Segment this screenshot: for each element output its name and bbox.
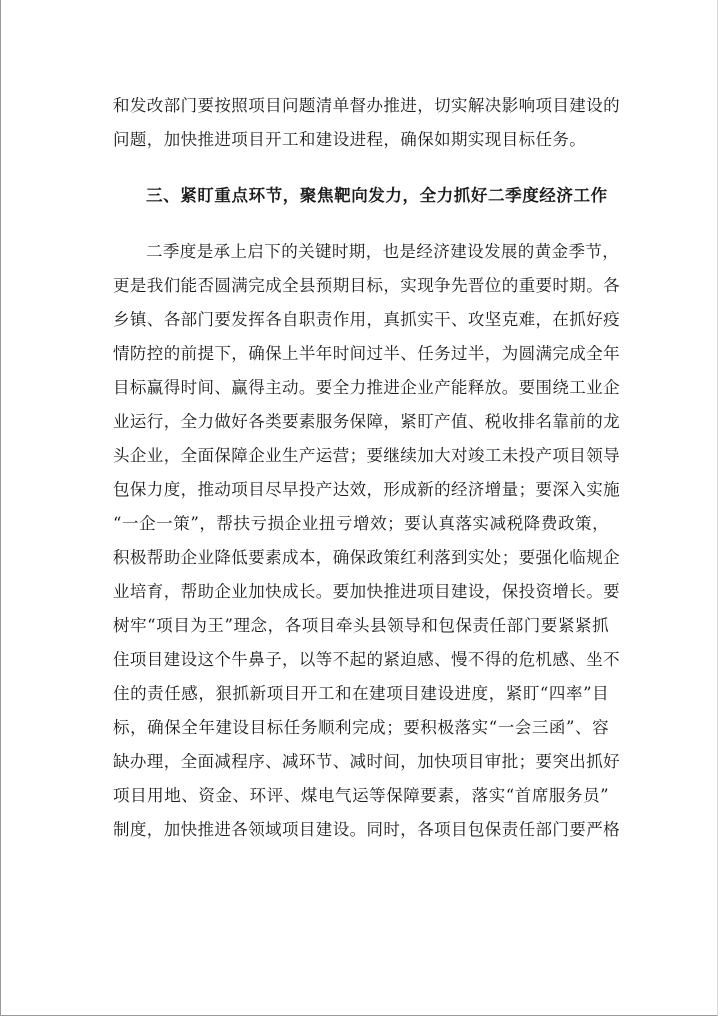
paragraph-line: 住的责任感，狠抓新项目开工和在建项目建设进度，紧盯“四率”目 (113, 684, 609, 703)
paragraph-line: 乡镇、各部门要发挥各自职责作用，真抓实干、攻坚克难，在抓好疫 (113, 310, 620, 329)
paragraph-line: 标，确保全年建设目标任务顺利完成；要积极落实“一会三函”、容 (113, 718, 609, 737)
paragraph-line: 制度，加快推进各领域项目建设。同时，各项目包保责任部门要严格 (113, 820, 620, 839)
paragraph-line: 情防控的前提下，确保上半年时间过半、任务过半，为圆满完成全年 (113, 344, 620, 363)
paragraph-line: “一企一策”，帮扶亏损企业扭亏增效；要认真落实减税降费政策， (113, 514, 609, 533)
section-heading: 三、紧盯重点环节，聚焦靶向发力，全力抓好二季度经济工作 (146, 186, 608, 205)
paragraph-line: 头企业，全面保障企业生产运营；要继续加大对竣工未投产项目领导 (113, 446, 620, 465)
paragraph-line: 业运行，全力做好各类要素服务保障，紧盯产值、税收排名靠前的龙 (113, 412, 620, 431)
paragraph-line: 业培育，帮助企业加快成长。要加快推进项目建设，保投资增长。要 (113, 582, 620, 601)
paragraph-line: 包保力度，推动项目尽早投产达效，形成新的经济增量；要深入实施 (113, 480, 620, 499)
paragraph-line: 项目用地、资金、环评、煤电气运等保障要素，落实“首席服务员” (113, 786, 609, 805)
paragraph-line: 缺办理，全面减程序、减环节、减时间，加快项目审批；要突出抓好 (113, 752, 620, 771)
paragraph-line: 树牢“项目为王”理念，各项目牵头县领导和包保责任部门要紧紧抓 (113, 616, 609, 635)
page-body (113, 89, 620, 847)
paragraph-line: 二季度是承上启下的关键时期，也是经济建设发展的黄金季节， (146, 242, 620, 261)
continuation-line: 和发改部门要按照项目问题清单督办推进，切实解决影响项目建设的 (113, 96, 620, 115)
continuation-line: 问题，加快推进项目开工和建设进程，确保如期实现目标任务。 (113, 130, 587, 149)
paragraph-line: 积极帮助企业降低要素成本，确保政策红利落到实处；要强化临规企 (113, 548, 620, 567)
paragraph-line: 目标赢得时间、赢得主动。要全力推进企业产能释放。要围绕工业企 (113, 378, 620, 397)
paragraph-line: 更是我们能否圆满完成全县预期目标，实现争先晋位的重要时期。各 (113, 276, 620, 295)
paragraph-line: 住项目建设这个牛鼻子，以等不起的紧迫感、慢不得的危机感、坐不 (113, 650, 620, 669)
